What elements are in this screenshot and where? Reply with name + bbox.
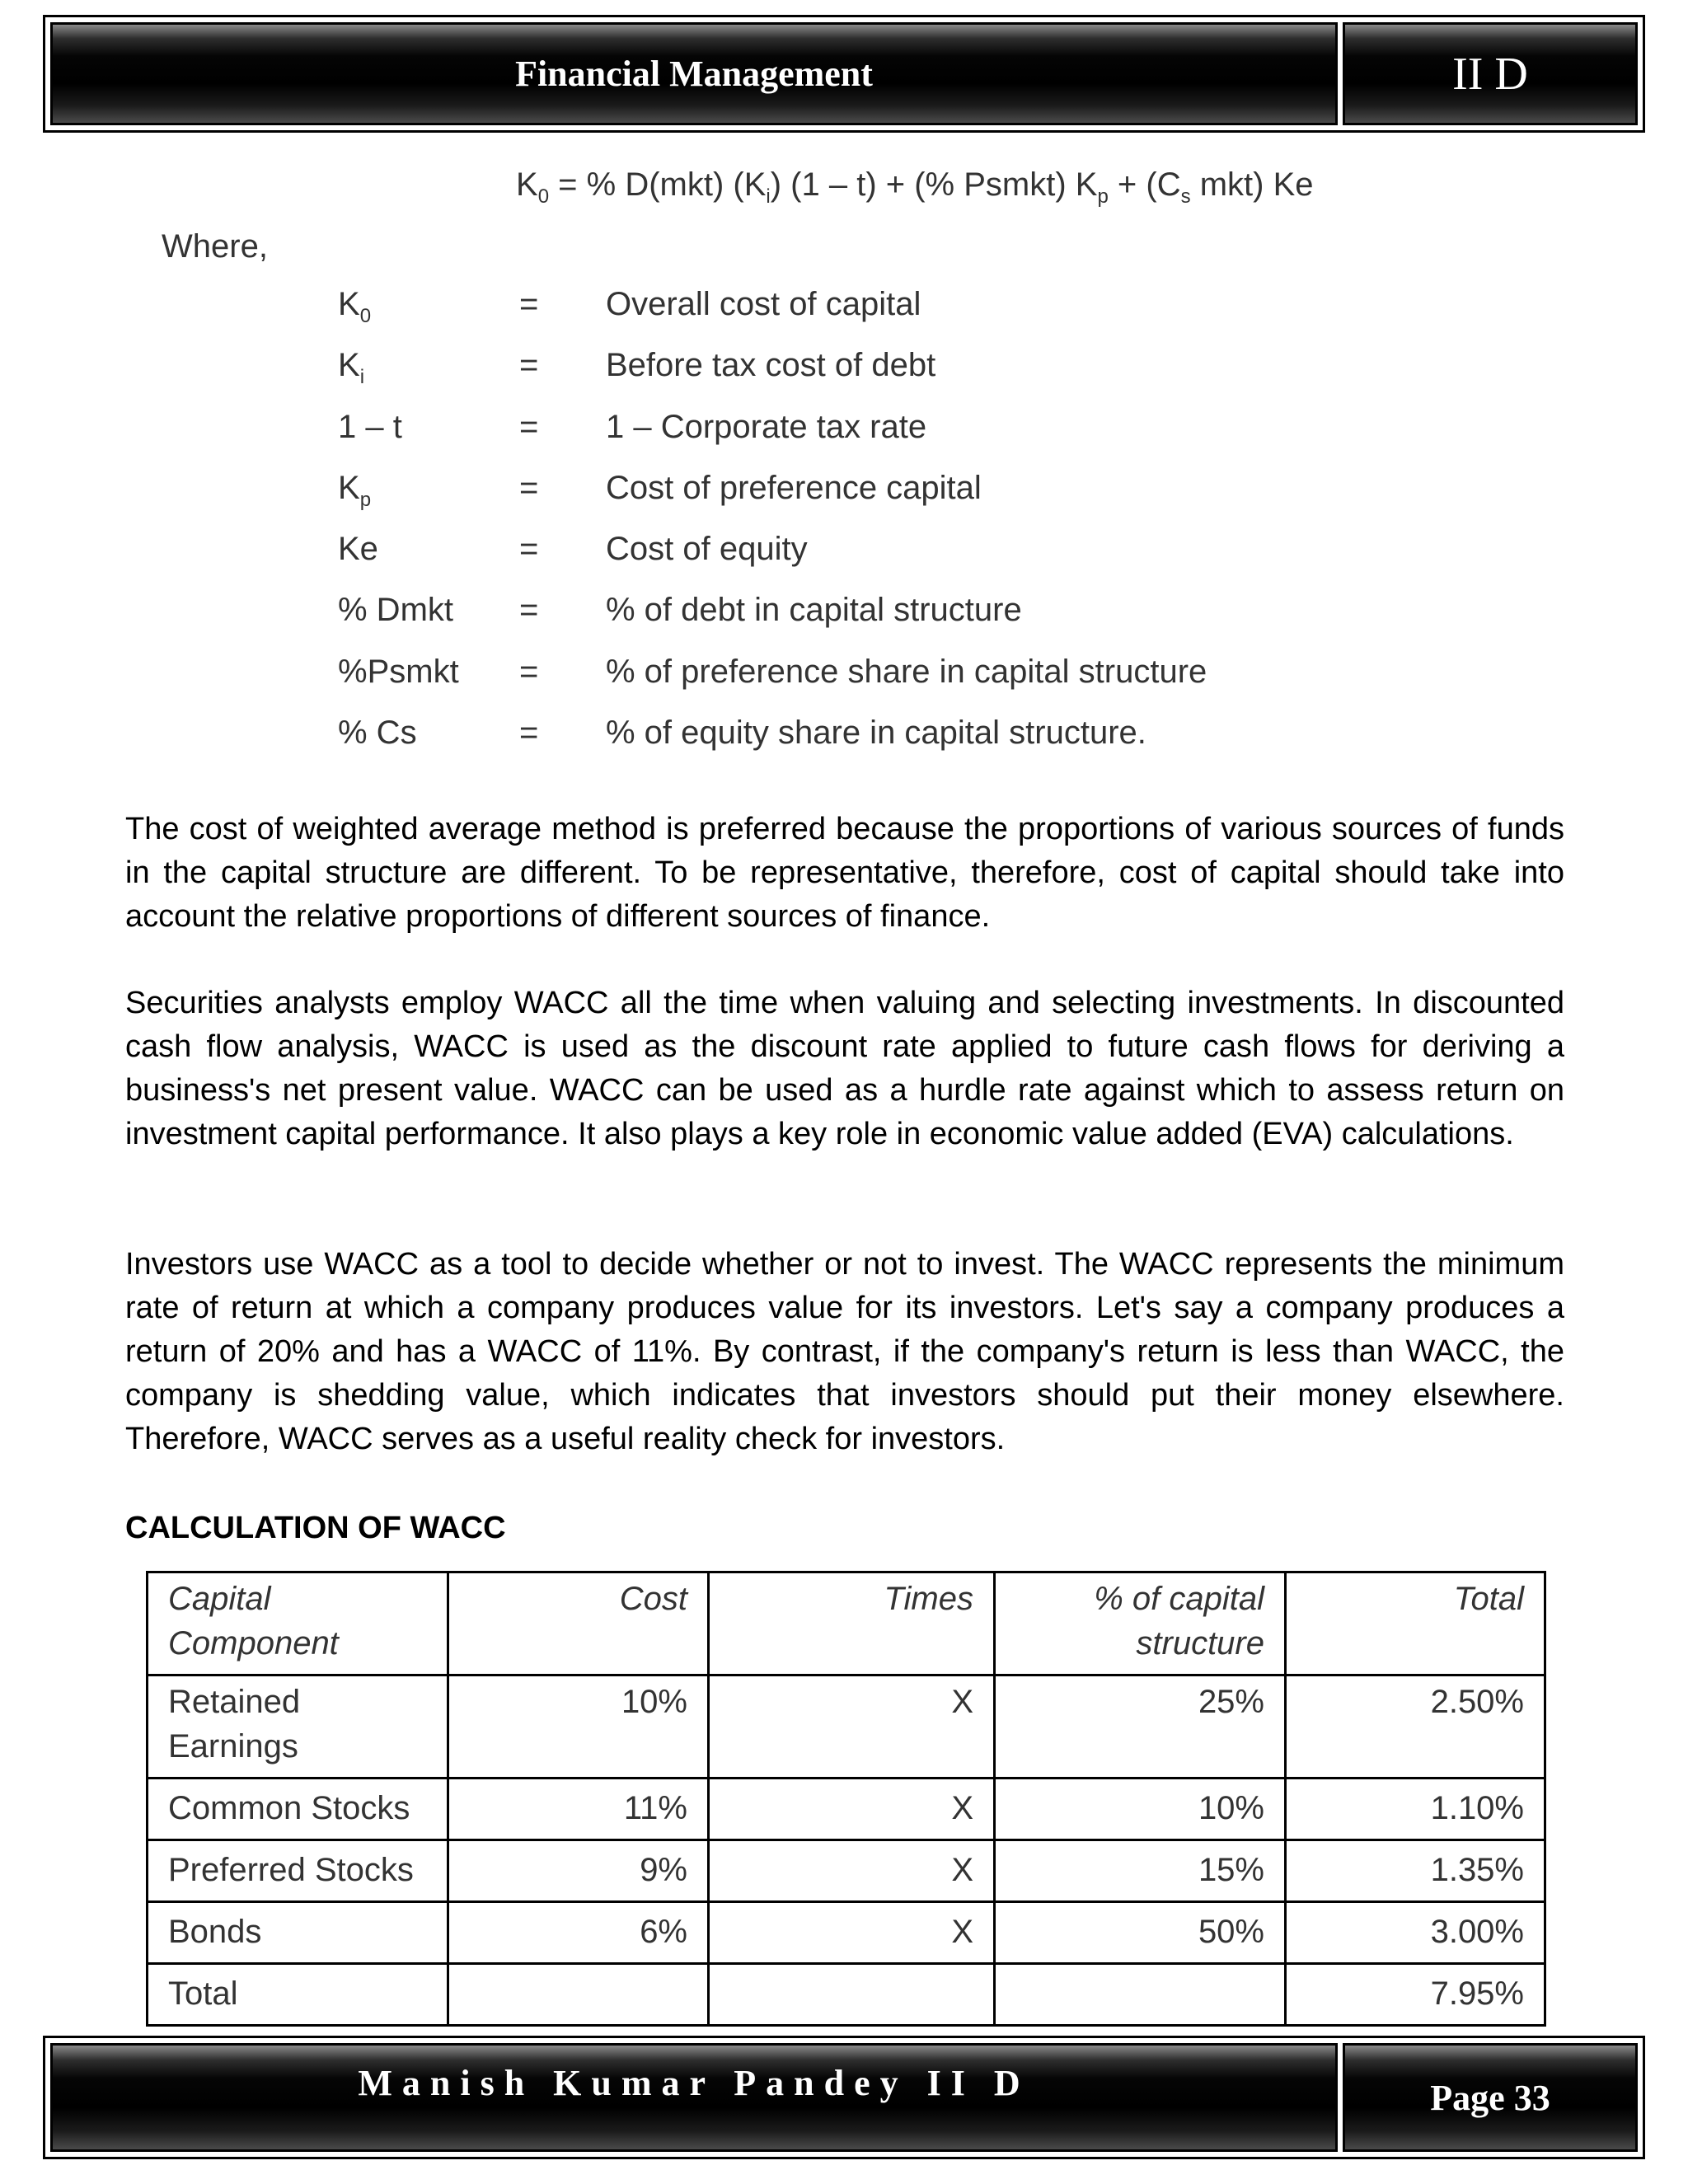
header-section-cell xyxy=(1343,22,1638,125)
section-title: CALCULATION OF WACC xyxy=(125,1511,506,1545)
header-times: Times xyxy=(709,1572,995,1675)
footer-author: Manish Kumar Pandey II D xyxy=(358,2063,1030,2103)
wacc-formula: $K_0$ = % D(mkt) $(K_i)$ (1 – t) + (% Psmkt) $K_p + (C_s$ mkt) Ke xyxy=(516,166,1314,208)
table-row: Bonds 6% X 50% 3.00% xyxy=(148,1902,1545,1964)
header-total: Total xyxy=(1286,1572,1545,1675)
wacc-table xyxy=(146,1571,1546,2027)
where-label: Where, xyxy=(162,228,268,265)
table-row: Common Stocks 11% X 10% 1.10% xyxy=(148,1779,1545,1840)
table-row: Retained Earnings 10% X 25% 2.50% xyxy=(148,1675,1545,1779)
paragraph-securities-analysts: Securities analysts employ WACC all the time when valuing and selecting investments. In discounted cash flow analysis, WACC is used as the discount rate applied to future cash flows for deriving a business's net present value. WACC can be used as a hurdle rate against which to assess return on investment capital performance. It also plays a key role in economic value added (EVA) calculations. xyxy=(125,986,1564,1151)
table-header-row xyxy=(148,1572,1545,1675)
header-capital-component: Capital Component xyxy=(148,1572,448,1675)
header-cost: Cost xyxy=(448,1572,709,1675)
paragraph-weighted-average: The cost of weighted average method is preferred because the proportions of various sources of funds in the capital structure are different. To be representative, therefore, cost of capital should take into account the relative proportions of different sources of finance. xyxy=(125,812,1564,934)
page-footer xyxy=(43,2036,1645,2159)
header-section: II D xyxy=(1452,48,1528,100)
paragraph-investors: Investors use WACC as a tool to decide whether or not to invest. The WACC represents the minimum rate of return at which a company produces value for its investors. Let's say a company produces a return of 20% and has a WACC of 11%. By contrast, if the company's return is less than WACC, the company is shedding value, which indicates that investors should put their money elsewhere. Therefore, WACC serves as a useful reality check for investors. xyxy=(125,1247,1564,1456)
footer-page-cell xyxy=(1343,2043,1638,2152)
table-total-row: Total 7.95% xyxy=(148,1964,1545,2026)
footer-author-cell xyxy=(50,2043,1338,2152)
page-header xyxy=(43,15,1645,133)
table-row: Preferred Stocks 9% X 15% 1.35% xyxy=(148,1840,1545,1902)
header-title: Financial Management xyxy=(515,54,873,94)
header-title-cell xyxy=(50,22,1338,125)
header-percent-capital-structure: % of capital structure xyxy=(995,1572,1286,1675)
page-number: Page 33 xyxy=(1430,2077,1550,2118)
